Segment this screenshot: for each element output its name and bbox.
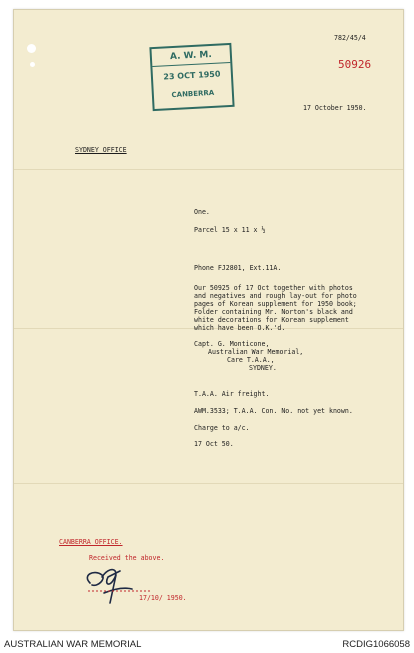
receipt-date: 17/10/ 1950.: [139, 594, 187, 602]
addressee: SYDNEY OFFICE: [75, 146, 127, 154]
recipient-line: Australian War Memorial,: [208, 348, 304, 356]
archive-footer: [0, 637, 414, 653]
consignment-number: AWM.3533; T.A.A. Con. No. not yet known.: [194, 407, 353, 415]
handwritten-signature: [80, 563, 180, 623]
document-number: 50926: [338, 58, 372, 71]
receipt-acknowledgement: Received the above.: [89, 554, 165, 562]
reference-number: 782/45/4: [334, 34, 366, 42]
stamp-title: A. W. M.: [152, 49, 231, 67]
phone: Phone FJ2801, Ext.11A.: [194, 264, 282, 272]
quantity: One.: [194, 208, 210, 216]
fold-line: [14, 169, 403, 170]
freight-method: T.A.A. Air freight.: [194, 390, 270, 398]
stamp-date: 23 OCT 1950: [163, 69, 221, 82]
body-line: Our 50925 of 17 Oct together with photos: [194, 284, 353, 292]
body-line: pages of Korean supplement for 1950 book;: [194, 300, 357, 308]
recipient-line: SYDNEY.: [249, 364, 277, 372]
letter-date: 17 October 1950.: [303, 104, 367, 112]
recipient-line: Capt. G. Monticone,: [194, 340, 270, 348]
awm-received-stamp: [149, 43, 234, 111]
body-line: white decorations for Korean supplement: [194, 316, 349, 324]
parcel-size: Parcel 15 x 11 x ½: [194, 226, 266, 234]
fold-line: [14, 483, 403, 484]
recipient-line: Care T.A.A.,: [227, 356, 275, 364]
receipt-office: CANBERRA OFFICE.: [59, 538, 123, 546]
dispatch-date: 17 Oct 50.: [194, 440, 234, 448]
body-line: which have been O.K.'d.: [194, 324, 286, 332]
punch-hole: [30, 62, 35, 67]
stamp-location: CANBERRA: [171, 88, 215, 100]
archive-id: RCDIG1066058: [342, 639, 410, 650]
archive-name: AUSTRALIAN WAR MEMORIAL: [4, 639, 142, 650]
body-line: and negatives and rough lay-out for photo: [194, 292, 357, 300]
punch-hole: [27, 44, 36, 53]
charge-note: Charge to a/c.: [194, 424, 250, 432]
body-line: Folder containing Mr. Norton's black and: [194, 308, 353, 316]
